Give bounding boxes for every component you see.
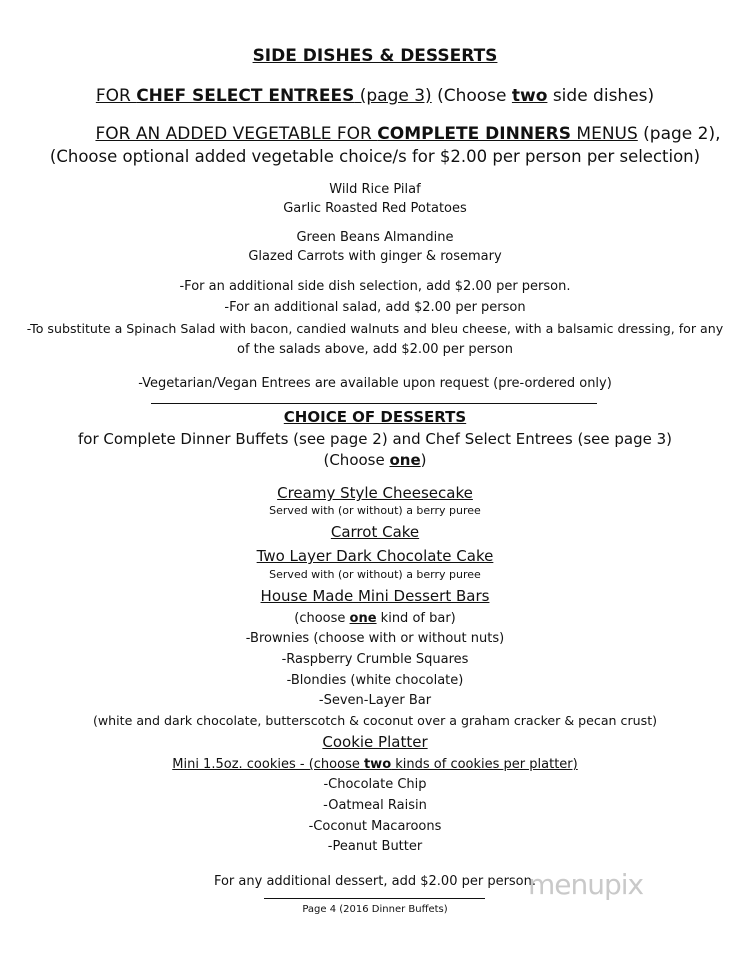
dessert-item-cheesecake: Creamy Style Cheesecake — [277, 484, 473, 502]
chef-end: side dishes) — [547, 86, 655, 106]
desserts-choose — [0, 451, 750, 469]
chef-mid: (Choose — [431, 86, 512, 106]
vegetarian-note: -Vegetarian/Vegan Entrees are available upon request (pre-ordered only) — [138, 376, 612, 391]
dessert-item-bars: House Made Mini Dessert Bars — [260, 587, 490, 605]
cookies-end: kinds of cookies per platter) — [391, 757, 578, 772]
chef-select-line — [0, 86, 750, 106]
dessert-note: Served with (or without) a berry puree — [269, 568, 481, 581]
footer-divider — [264, 898, 485, 899]
note-line: -For an additional side dish selection, add $2.00 per person. — [179, 279, 571, 294]
additional-dessert-note: For any additional dessert, add $2.00 per person. — [213, 874, 537, 889]
dessert-item-carrot-cake: Carrot Cake — [330, 523, 420, 541]
bars-choose — [0, 611, 750, 626]
cookie-item: -Chocolate Chip — [323, 777, 427, 792]
side-dish: Garlic Roasted Red Potatoes — [283, 201, 467, 216]
page-title: SIDE DISHES & DESSERTS — [252, 46, 498, 66]
chef-pre: FOR — [95, 86, 137, 106]
vegetable-line — [33, 124, 750, 144]
page-footer: Page 4 (2016 Dinner Buffets) — [302, 904, 448, 915]
chef-choose-bold: two — [511, 86, 548, 106]
choose-end: ) — [420, 451, 427, 469]
choose-pre: (Choose — [323, 451, 390, 469]
dessert-note: Served with (or without) a berry puree — [269, 504, 481, 517]
note-line: -To substitute a Spinach Salad with bacon, candied walnuts and bleu cheese, with a balsamic dressing, for any — [26, 321, 724, 336]
cookies-pre: Mini 1.5oz. cookies - (choose — [172, 757, 364, 772]
cookie-item: -Coconut Macaroons — [308, 819, 442, 834]
side-dish: Glazed Carrots with ginger & rosemary — [248, 249, 502, 264]
bar-item: -Blondies (white chocolate) — [286, 673, 464, 688]
side-dish: Green Beans Almandine — [296, 230, 454, 245]
optional-line: (Choose optional added vegetable choice/s for $2.00 per person per selection) — [49, 147, 701, 166]
bar-item: (white and dark chocolate, butterscotch & coconut over a graham cracker & pecan crust) — [92, 713, 658, 728]
cookie-item: -Peanut Butter — [327, 839, 423, 854]
chef-page: (page 3) — [354, 86, 432, 106]
desserts-subheading: for Complete Dinner Buffets (see page 2) and Chef Select Entrees (see page 3) — [77, 430, 672, 448]
cookie-item: -Oatmeal Raisin — [323, 798, 427, 813]
dessert-item-chocolate-cake: Two Layer Dark Chocolate Cake — [256, 547, 494, 565]
veg-end: (page 2), — [637, 124, 721, 144]
veg-bold: COMPLETE DINNERS — [377, 124, 571, 144]
bars-choose-pre: (choose — [294, 611, 350, 626]
note-line: -For an additional salad, add $2.00 per person — [224, 300, 526, 315]
bars-choose-bold: one — [349, 611, 377, 626]
veg-mid: MENUS — [571, 124, 638, 144]
bar-item: -Raspberry Crumble Squares — [281, 652, 469, 667]
watermark-logo: menupix — [528, 868, 644, 901]
cookies-choose — [0, 757, 750, 772]
bars-choose-end: kind of bar) — [376, 611, 456, 626]
note-line: of the salads above, add $2.00 per person — [237, 342, 513, 357]
dessert-item-cookie-platter: Cookie Platter — [322, 733, 428, 751]
chef-bold: CHEF SELECT ENTREES — [136, 86, 355, 106]
desserts-heading: CHOICE OF DESSERTS — [283, 408, 467, 426]
side-dish: Wild Rice Pilaf — [329, 182, 421, 197]
choose-bold: one — [389, 451, 421, 469]
cookies-bold: two — [363, 757, 392, 772]
veg-pre: FOR AN ADDED VEGETABLE FOR — [95, 124, 378, 144]
bar-item: -Seven-Layer Bar — [318, 693, 432, 708]
section-divider — [151, 403, 597, 404]
bar-item: -Brownies (choose with or without nuts) — [245, 631, 505, 646]
